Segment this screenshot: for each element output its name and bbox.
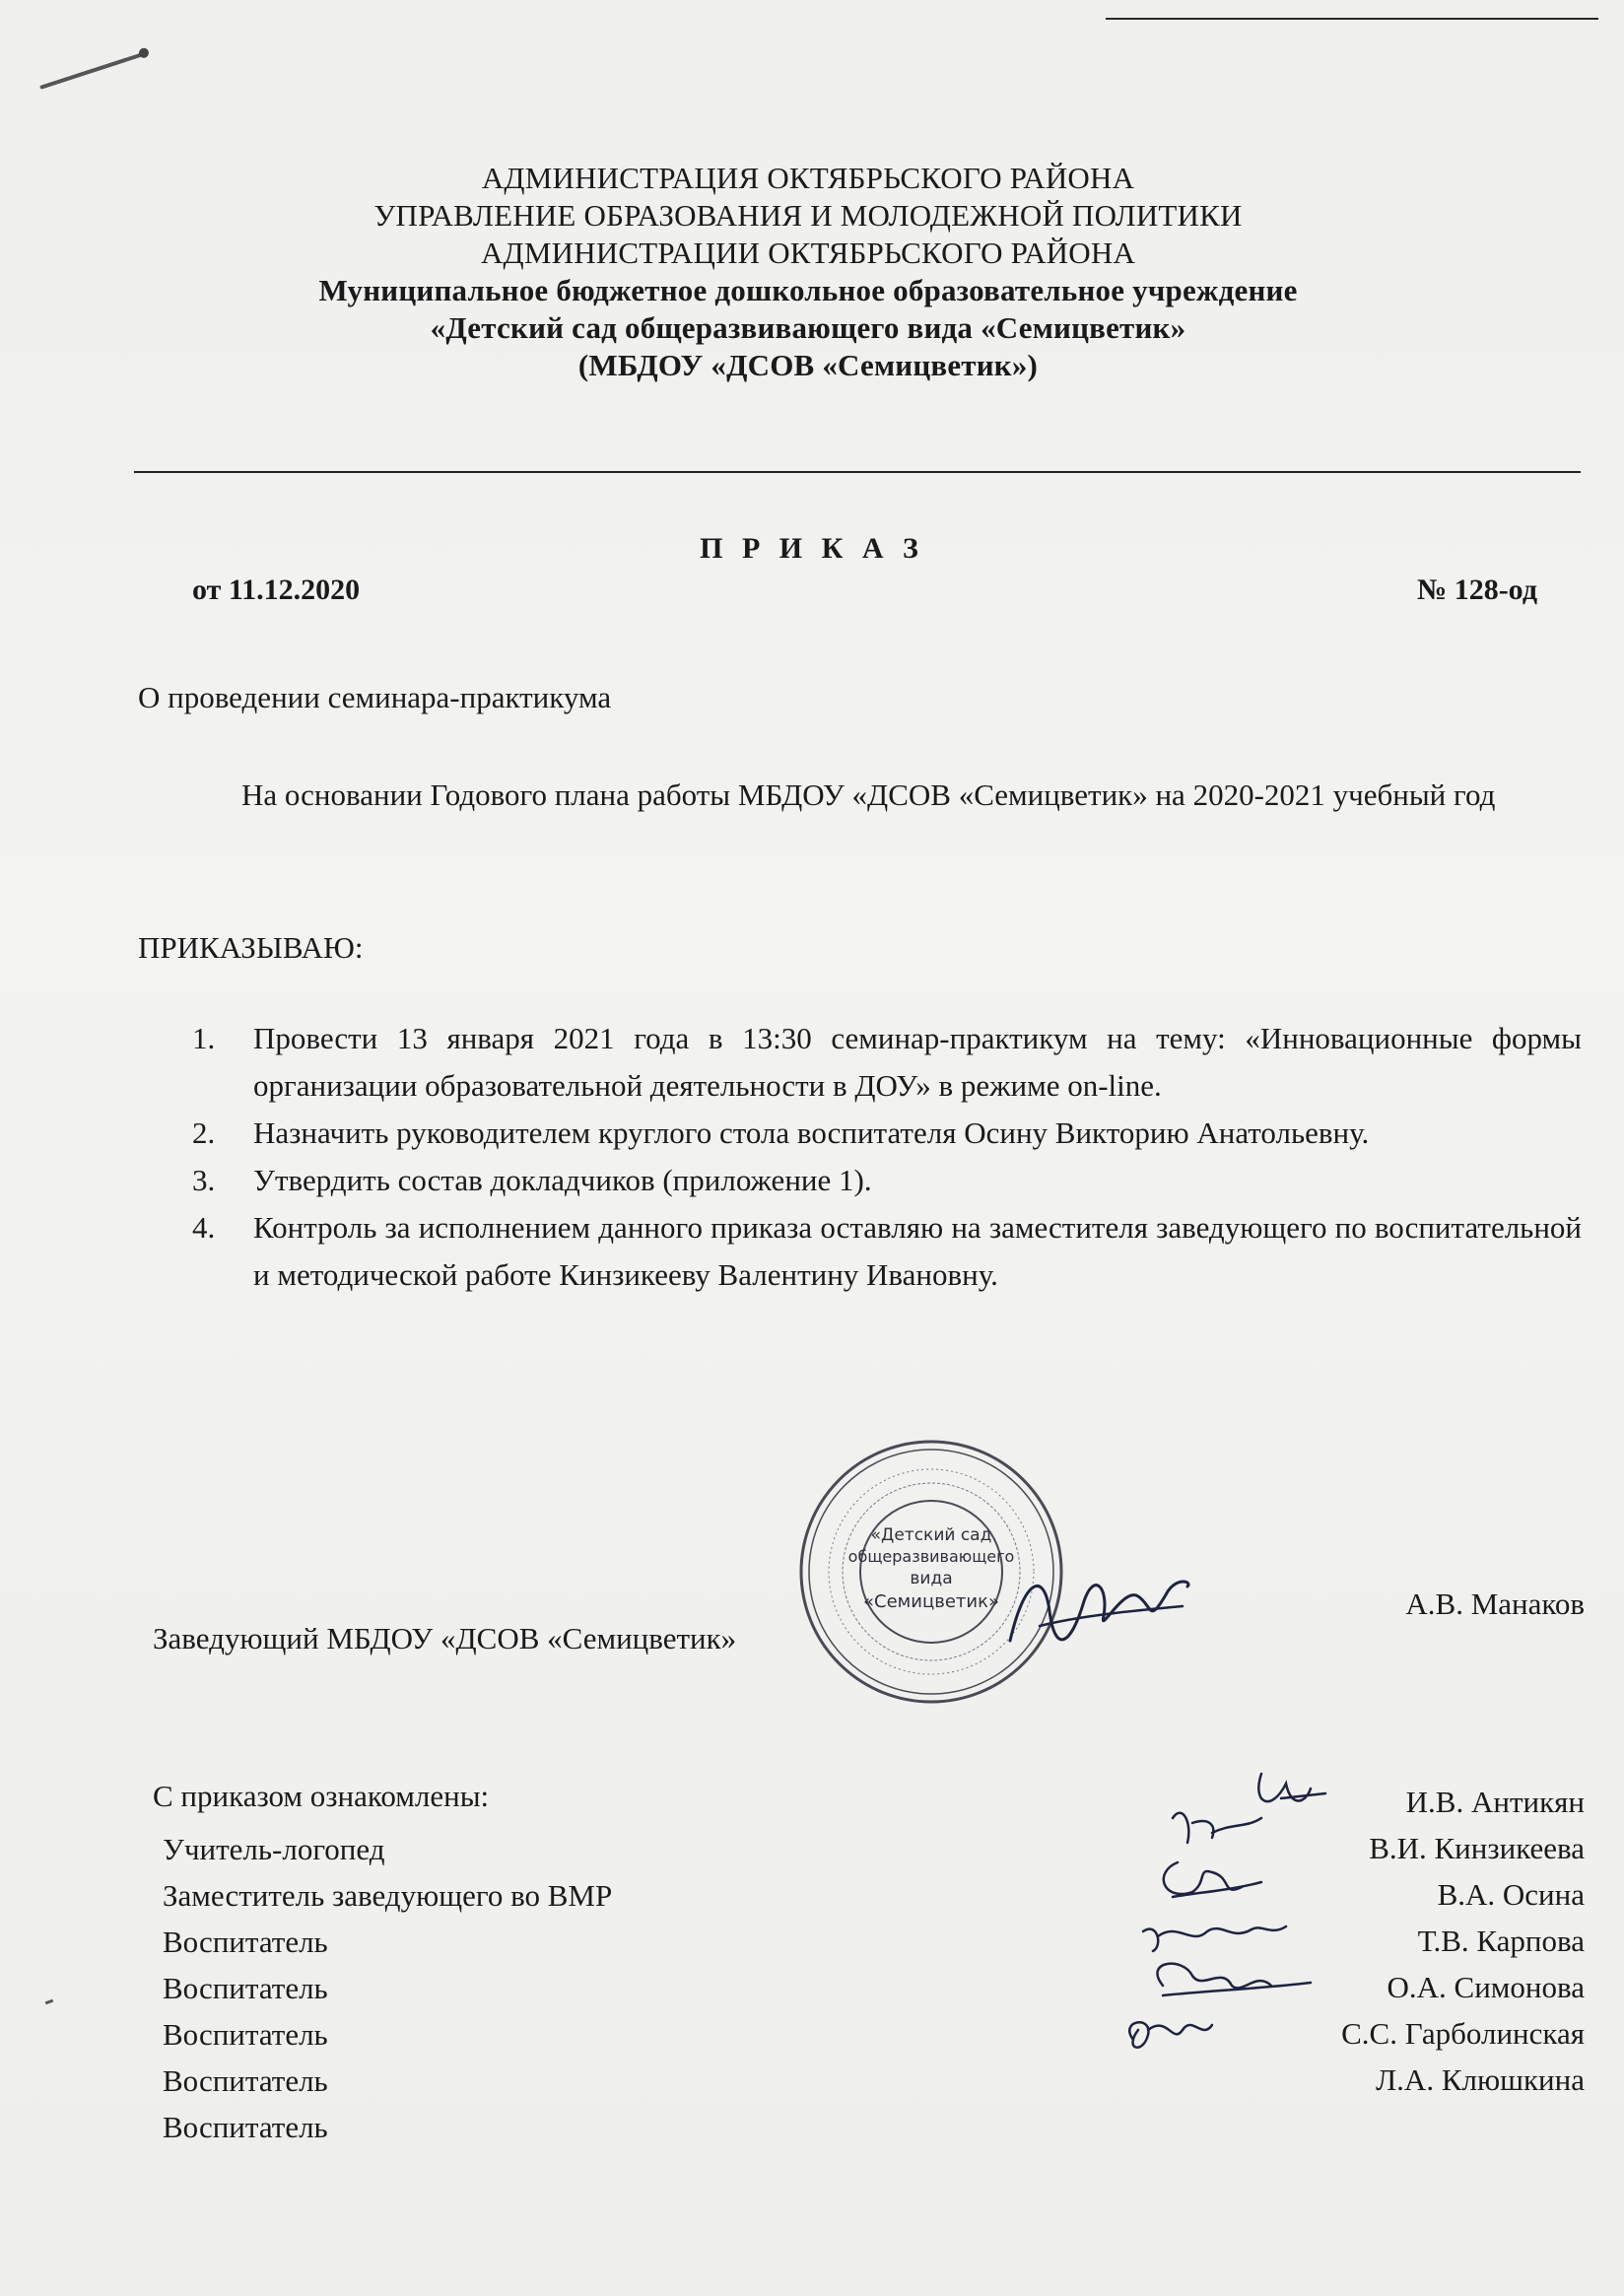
order-basis-text: На основании Годового плана работы МБДОУ «ДСОВ «Семицветик» на 2020-2021 учебный год bbox=[241, 777, 1496, 812]
signatory-name: И.В. Антикян bbox=[1405, 1785, 1585, 1819]
order-item: 2. Назначить руководителем круглого стола воспитателя Осину Викторию Анатольевну. bbox=[192, 1115, 1370, 1150]
institution-type: Муниципальное бюджетное дошкольное образовательное учреждение bbox=[318, 273, 1298, 307]
order-items bbox=[192, 1015, 1582, 1299]
institution-name: «Детский сад общеразвивающего вида «Семицветик» bbox=[430, 310, 1186, 345]
signatory-name: Л.А. Клюшкина bbox=[1376, 2062, 1585, 2097]
stamp-line: вида bbox=[910, 1569, 953, 1588]
order-item: 1. Провести 13 января 2021 года в 13:30 семинар-практикум на тему: «Инновационные формы организации образовательной деятельности в ДОУ» в режиме on-line. bbox=[192, 1021, 1582, 1103]
document-title: П Р И К А З bbox=[700, 532, 924, 565]
letterhead-line-1: АДМИНИСТРАЦИЯ ОКТЯБРЬСКОГО РАЙОНА bbox=[481, 161, 1135, 195]
order-basis bbox=[138, 772, 1579, 819]
signatory-name: В.И. Кинзикеева bbox=[1369, 1831, 1585, 1865]
role-item: Воспитатель bbox=[163, 2110, 328, 2144]
signatory-name: С.С. Гарболинская bbox=[1341, 2016, 1585, 2051]
letterhead bbox=[128, 160, 1488, 384]
acknowledgement-signatures bbox=[1114, 1764, 1340, 2089]
order-item: 3. Утвердить состав докладчиков (приложение 1). bbox=[192, 1163, 872, 1197]
head-signature bbox=[1000, 1557, 1197, 1665]
acknowledgement-roles bbox=[163, 1826, 612, 2150]
order-subject: О проведении семинара-практикума bbox=[138, 680, 612, 714]
role-item: Воспитатель bbox=[163, 2017, 328, 2052]
head-position: Заведующий МБДОУ «ДСОВ «Семицветик» bbox=[153, 1621, 737, 1655]
acknowledgement-heading: С приказом ознакомлены: bbox=[153, 1779, 490, 1813]
head-name: А.В. Манаков bbox=[1405, 1587, 1585, 1621]
role-item: Воспитатель bbox=[163, 1971, 328, 2005]
role-item: Заместитель заведующего во ВМР bbox=[163, 1878, 613, 1913]
order-item: 4. Контроль за исполнением данного приказа оставляю на заместителя заведующего по воспитательной и методической работе Кинзикееву Валентину Ивановну. bbox=[192, 1210, 1582, 1292]
institution-abbreviation: (МБДОУ «ДСОВ «Семицветик») bbox=[577, 348, 1039, 382]
staple-mark bbox=[39, 52, 144, 90]
role-item: Учитель-логопед bbox=[163, 1832, 385, 1866]
letterhead-line-2: УПРАВЛЕНИЕ ОБРАЗОВАНИЯ И МОЛОДЕЖНОЙ ПОЛИТИКИ bbox=[373, 198, 1243, 233]
letterhead-divider bbox=[134, 471, 1581, 473]
signatory-name: В.А. Осина bbox=[1437, 1877, 1585, 1912]
stamp-line: общеразвивающего bbox=[847, 1547, 1015, 1566]
stamp-line: «Детский сад bbox=[870, 1525, 992, 1545]
role-item: Воспитатель bbox=[163, 2063, 328, 2098]
order-number: № 128-од bbox=[1417, 574, 1537, 606]
paper-speck bbox=[45, 1999, 54, 2005]
signatory-name: О.А. Симонова bbox=[1387, 1970, 1585, 2004]
signatory-name: Т.В. Карпова bbox=[1417, 1924, 1585, 1958]
top-edge-line bbox=[1106, 18, 1598, 20]
order-date: от 11.12.2020 bbox=[192, 574, 361, 606]
acknowledgement-names bbox=[1341, 1779, 1585, 2103]
letterhead-line-3: АДМИНИСТРАЦИИ ОКТЯБРЬСКОГО РАЙОНА bbox=[480, 236, 1136, 270]
orders-heading: ПРИКАЗЫВАЮ: bbox=[138, 930, 364, 965]
role-item: Воспитатель bbox=[163, 1925, 328, 1959]
stamp-line: «Семицветик» bbox=[863, 1591, 999, 1612]
